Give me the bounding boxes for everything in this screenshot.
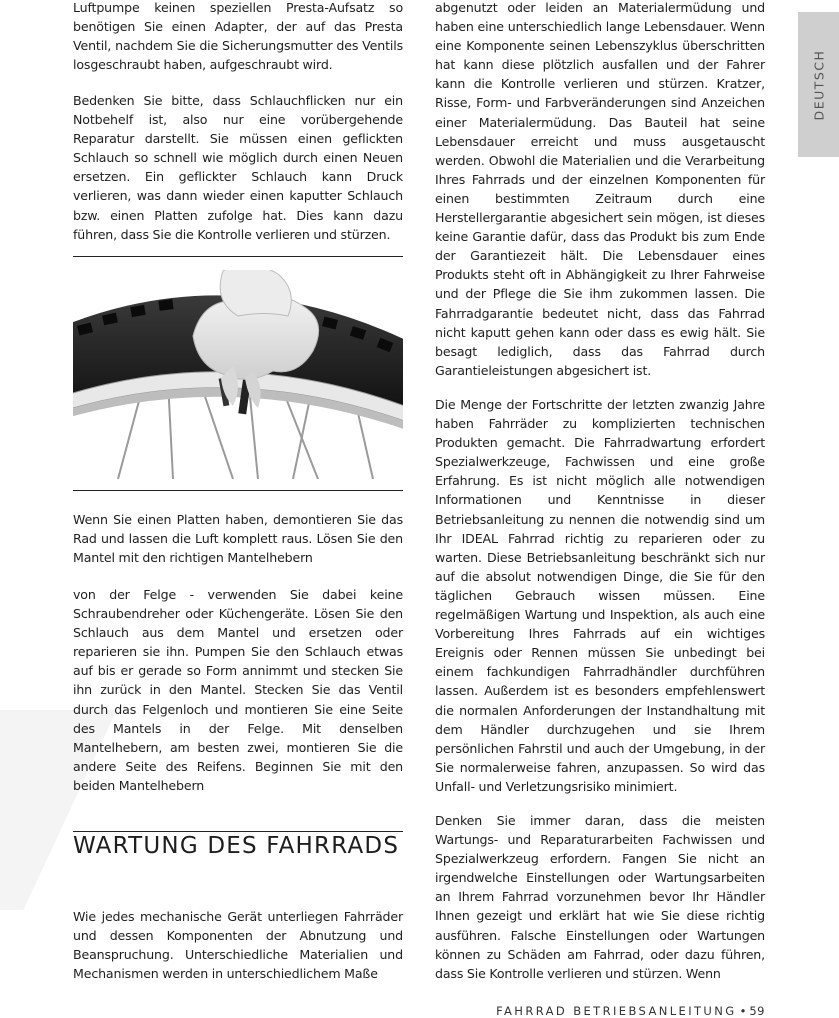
divider-bottom-photo	[73, 490, 403, 491]
page-footer	[496, 1004, 765, 1018]
paragraph-maintenance-intro: Wie jedes mechanische Gerät unterliegen Fahrräder und dessen Komponenten der Abnutzung und Beanspruchung. Unterschiedliche Materialien und Mechanismen werden in unterschiedlichem Maße	[73, 909, 403, 982]
paragraph-material-fatigue: abgenutzt oder leiden an Materialermüdung und haben eine unterschiedlich lange Lebensdauer. Wenn eine Komponente seinen Lebenszyklus überschritten hat kann diese plötzlich ausfallen und der Fahrer kann die Kontrolle verlieren und stürzen. Kratzer, Risse, Form- und Farbveränderungen sind Anzeichen einer Materialermüdung. Das Bauteil hat seine Lebensdauer erreicht und muss ausgetauscht werden. Obwohl die Materialien und die Verarbeitung Ihres Fahrrads und der einzelnen Komponenten für einen bestimmten Zeitraum durch eine Herstellergarantie abgesichert sein mögen, ist dieses keine Garantie dafür, dass das Produkt bis zum Ende der Garantiezeit hält. Die Lebensdauer eines Produkts steht oft in Abhängigkeit zu Ihrer Fahrweise und der Pflege die Sie ihm zukommen lassen. Die Fahrradgarantie bedeutet nicht, dass das Fahrrad nicht kaputt gehen kann oder dass es ewig hält. Sie besagt lediglich, dass das Fahrrad durch Garantieleistungen abgesichert ist.	[435, 0, 765, 378]
page-number: 59	[749, 1004, 765, 1018]
paragraph-presta-adapter: Luftpumpe keinen speziellen Presta-Aufsatz so benötigen Sie einen Adapter, der auf das Presta Ventil, nachdem Sie die Sicherungsmutter des Ventils losgeschraubt haben, aufgeschraubt wird.	[73, 0, 403, 73]
tire-repair-illustration	[73, 266, 403, 479]
paragraph-expert-knowledge: Denken Sie immer daran, dass die meisten Wartungs- und Reparaturarbeiten Fachwissen und Spezialwerkzeug erfordern. Fangen Sie nicht an irgendwelche Einstellungen oder Wartungsarbeiten an Ihrem Fahrrad vorzunehmen bevor Ihr Händler Ihnen gezeigt und erklärt hat wie Sie diese richtig ausführen. Falsche Einstellungen oder Wartungen können zu Schäden am Fahrrad, oder dazu führen, dass Sie Kontrolle verlieren und stürzen. Wenn	[435, 813, 765, 981]
language-tab-label: DEUTSCH	[811, 49, 826, 120]
paragraph-progress-maintenance: Die Menge der Fortschritte der letzten zwanzig Jahre haben Fahrräder zu komplizierten technischen Produkten gemacht. Die Fahrradwartung erfordert Spezialwerkzeuge, Fachwissen und eine große Erfahrung. Es ist nicht möglich alle notwendigen Informationen und Kenntnisse in dieser Betriebsanleitung zu nennen die notwendig sind um Ihr IDEAL Fahrrad richtig zu reparieren oder zu warten. Diese Betriebsanleitung beschränkt sich nur auf die absolut notwendigen Dinge, die Sie für den täglichen Gebrauch wissen müssen. Eine regelmäßigen Wartung und Inspektion, als auch eine Vorbereitung Ihres Fahrrads auf ein wichtiges Ereignis oder Rennen müssen Sie unbedingt bei einem fachkundigen Fahrradhändler durchführen lassen. Außerdem ist es besonders empfehlenswert die normalen Anforderungen der Instandhaltung mit dem Händler durchzugehen und sie Ihrem persönlichen Fahrstil und auch der Umgebung, in der Sie normalerweise fahren, anzupassen. So wird das Unfall- und Verletzungsrisiko minimiert.	[435, 397, 765, 794]
tire-repair-photo	[73, 266, 403, 479]
language-tab	[798, 12, 839, 157]
footer-separator: •	[739, 1004, 747, 1018]
divider-heading	[73, 831, 403, 832]
section-heading: WARTUNG DES FAHRRADS	[73, 833, 400, 859]
paragraph-tire-mounting: von der Felge - verwenden Sie dabei keine Schraubendreher oder Küchengeräte. Lösen Sie den Schlauch aus dem Mantel und ersetzen oder reparieren sie ihn. Pumpen Sie den Schlauch etwas auf bis er gerade so Form annimmt und stecken Sie ihn zurück in den Mantel. Stecken Sie das Ventil durch das Felgenloch und montieren Sie eine Seite des Mantels in der Felge. Mit denselben Mantelhebern, am besten zwei, montieren Sie die andere Seite des Reifens. Beginnen Sie mit den beiden Mantelhebern	[73, 587, 403, 793]
divider-top-photo	[73, 256, 403, 257]
paragraph-patch-warning: Bedenken Sie bitte, dass Schlauchflicken nur ein Notbehelf ist, also nur eine vorübergehende Reparatur darstellt. Sie müssen einen geflickten Schlauch so schnell wie möglich durch einen Neuen ersetzen. Ein geflickter Schlauch kann Druck verlieren, was dann wieder einen kaputter Schlauch bzw. einen Platten zufolge hat. Dies kann dazu führen, dass Sie die Kontrolle verlieren und stürzen.	[73, 93, 403, 242]
paragraph-flat-tire: Wenn Sie einen Platten haben, demontieren Sie das Rad und lassen die Luft komplett raus. Lösen Sie den Mantel mit den richtigen Mantelhebern	[73, 512, 403, 566]
footer-title: FAHRRAD BETRIEBSANLEITUNG	[496, 1004, 737, 1018]
